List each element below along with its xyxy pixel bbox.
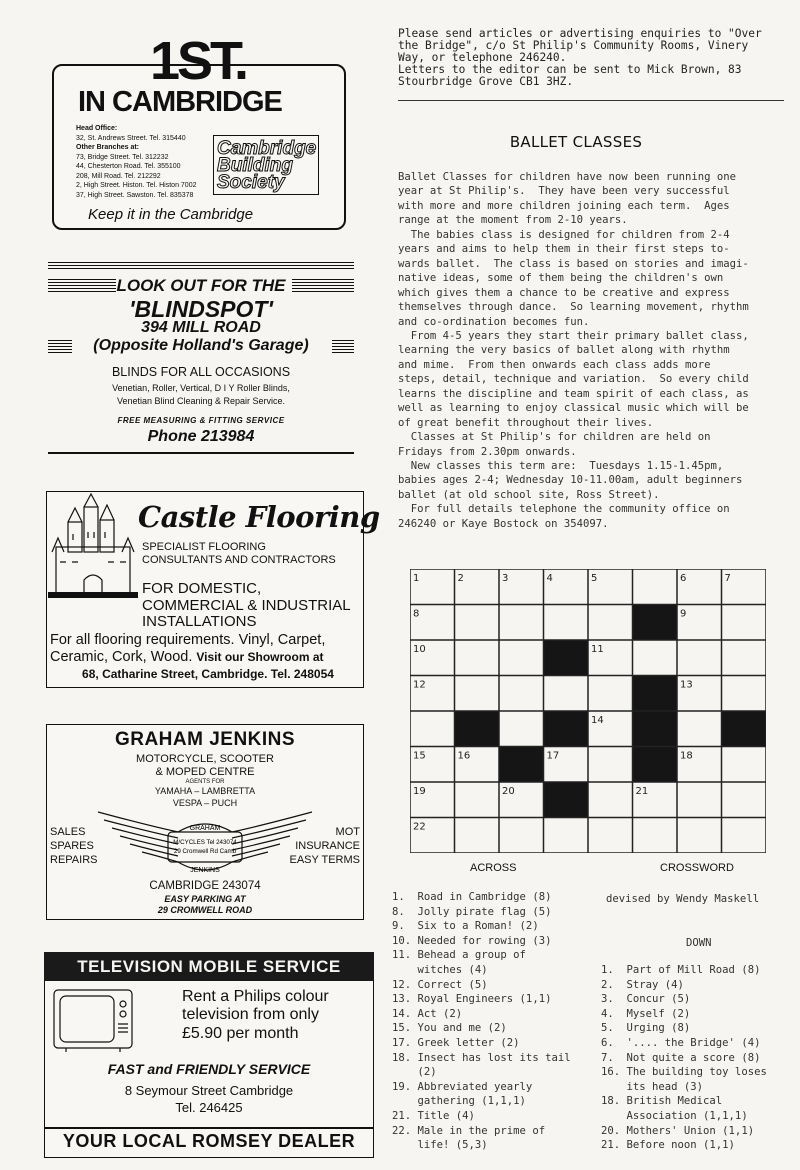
across-clue: 1. Road in Cambridge (8)	[392, 891, 552, 903]
castle-sub: CONSULTANTS AND CONTRACTORS	[142, 554, 336, 566]
head-office: 32, St. Andrews Street. Tel. 315440	[76, 134, 186, 142]
clue-number: 14	[591, 715, 604, 726]
article-line: which gives them a chance to be creative and express	[398, 286, 730, 299]
clue-number: 22	[413, 821, 426, 833]
branch-line: 73, Bridge Street. Tel. 312232	[76, 153, 169, 161]
across-clue: 18. Insect has lost its tail	[392, 1051, 571, 1064]
crossword-heading: CROSSWORD	[660, 862, 734, 874]
graham-services-left	[50, 825, 97, 867]
crossword-credit: devised by Wendy Maskell	[606, 893, 760, 905]
down-clue: 21. Before noon (1,1)	[601, 1139, 735, 1152]
clue-number: 21	[635, 786, 649, 797]
header-note-line: Stourbridge Grove CB1 3HZ.	[398, 75, 574, 88]
clue-number: 6	[680, 573, 687, 584]
service-item: INSURANCE	[295, 840, 360, 852]
article-line: For full details telephone the community office on	[398, 503, 730, 516]
tv-offer: Rent a Philips colour	[182, 988, 329, 1005]
article-line: of great benefit throughout their lives.	[398, 416, 654, 429]
clue-number: 7	[724, 573, 731, 584]
article-line: Ballet Classes for children have now been running one	[398, 171, 737, 183]
across-clue: 11. Behead a group of	[392, 949, 526, 962]
clue-number: 10	[413, 644, 426, 655]
castle-materials: Ceramic, Cork, Wood.	[50, 649, 193, 665]
black-square	[544, 782, 589, 818]
black-square	[455, 711, 500, 747]
article-line: ballet (at old school site, Ross Street).	[398, 488, 660, 501]
article-line: From 4-5 years they start their primary ballet class,	[398, 329, 749, 342]
tv-street: 8 Seymour Street Cambridge	[124, 1083, 294, 1098]
badge-mid: 29 Cromwell Rd Camb	[173, 848, 237, 855]
castle-icon	[48, 492, 138, 602]
castle-showroom: Visit our Showroom at	[196, 650, 324, 664]
clue-number: 3	[502, 573, 509, 584]
divider	[398, 100, 784, 101]
branches-label: Other Branches at:	[76, 144, 140, 151]
across-clue: 12. Correct (5)	[392, 978, 488, 991]
clue-number: 11	[591, 644, 604, 655]
clue-number: 5	[591, 573, 598, 584]
clue-number: 20	[502, 786, 515, 797]
down-clue: 16. The building toy loses	[601, 1066, 767, 1079]
office-list	[76, 124, 216, 200]
graham-brands: VESPA – PUCH	[172, 798, 238, 808]
graham-line: MOTORCYCLE, SCOOTER	[136, 753, 274, 765]
down-clue: 7. Not quite a score (8)	[601, 1051, 761, 1064]
blindspot-desc: Venetian, Roller, Vertical, D I Y Roller Blinds,	[112, 383, 290, 393]
ad-headline: IN CAMBRIDGE	[78, 86, 282, 118]
article-line: learns the discipline and team spirit of each class, as	[398, 387, 749, 400]
graham-line: & MOPED CENTRE	[155, 766, 255, 778]
down-clue: Association (1,1,1)	[601, 1110, 748, 1122]
tv-fast: FAST and FRIENDLY SERVICE	[107, 1061, 311, 1077]
building-society-logo	[213, 135, 319, 195]
castle-installations: INSTALLATIONS	[142, 613, 257, 630]
down-clue: 6. '.... the Bridge' (4)	[601, 1037, 761, 1049]
clue-number: 12	[413, 679, 426, 691]
across-clue: gathering (1,1,1)	[392, 1095, 526, 1108]
service-item: MOT	[335, 826, 360, 838]
clue-number: 18	[680, 750, 693, 762]
article-line: and mime. From then onwards each class adds more	[398, 358, 711, 371]
graham-agents: AGENTS FOR	[185, 779, 225, 785]
decorative-stripes	[48, 262, 354, 270]
logo-line: Building	[217, 155, 293, 176]
blindspot-tagline: BLINDS FOR ALL OCCASIONS	[111, 365, 291, 379]
castle-installations: COMMERCIAL & INDUSTRIAL	[142, 597, 351, 614]
article-line: 246240 or Kaye Bostock on 354097.	[398, 517, 609, 530]
castle-installations: FOR DOMESTIC,	[142, 580, 262, 597]
down-heading: DOWN	[686, 937, 712, 949]
down-clue: 3. Concur (5)	[601, 993, 691, 1006]
blindspot-desc: Venetian Blind Cleaning & Repair Service.	[116, 396, 286, 406]
logo-line: Society	[217, 172, 285, 193]
castle-flooring-title: Castle Flooring	[138, 500, 380, 534]
clue-number: 19	[413, 786, 426, 797]
service-item: EASY TERMS	[289, 854, 360, 866]
branch-line: 44, Chesterton Road. Tel. 355100	[76, 163, 181, 170]
clue-number: 1	[413, 573, 420, 584]
article-line: and co-ordination becomes fun.	[398, 315, 590, 328]
clue-number: 4	[546, 573, 553, 584]
article-line: range at the moment from 2-10 years.	[398, 214, 628, 227]
header-note-line: Way, or telephone 246240.	[398, 51, 567, 64]
badge-mid: M/CYCLES Tel 243074	[173, 839, 237, 846]
graham-address: 29 CROMWELL ROAD	[157, 905, 253, 915]
across-clue: life! (5,3)	[392, 1139, 488, 1152]
black-square	[544, 711, 589, 747]
article-line: steps, detail, technique and variation. So every child	[398, 373, 749, 386]
graham-title: GRAHAM JENKINS	[114, 729, 296, 750]
across-heading: ACROSS	[470, 862, 517, 874]
article-line: Classes at St Philip's for children are held on	[398, 431, 711, 444]
tv-offer: £5.90 per month	[182, 1025, 299, 1042]
head-office-label: Head Office:	[76, 125, 118, 132]
castle-requirements	[50, 649, 324, 665]
across-clue: 8. Jolly pirate flag (5)	[392, 905, 552, 918]
across-clue: witches (4)	[392, 964, 488, 976]
black-square	[499, 747, 544, 783]
article-line: well as learning to enjoy classical music which will be	[398, 402, 749, 415]
blindspot-opposite: (Opposite Holland's Garage)	[93, 337, 309, 354]
across-clue: 21. Title (4)	[392, 1110, 475, 1122]
across-clue: 22. Male in the prime of	[392, 1124, 546, 1137]
graham-phone: CAMBRIDGE 243074	[149, 880, 261, 892]
graham-brands: YAMAHA – LAMBRETTA	[154, 786, 256, 796]
tv-offer: television from only	[182, 1006, 319, 1023]
branch-line: 208, Mill Road. Tel. 212292	[76, 172, 161, 180]
blindspot-address: 394 MILL ROAD	[141, 319, 261, 336]
tv-tel: Tel. 246425	[175, 1100, 243, 1115]
article-line: wards ballet. The class is based on stories and imagi-	[398, 257, 749, 270]
blindspot-phone: Phone 213984	[147, 428, 255, 445]
graham-services-right	[284, 825, 360, 867]
article-title: BALLET CLASSES	[509, 133, 643, 151]
black-square	[633, 747, 678, 783]
tv-header: TELEVISION MOBILE SERVICE	[44, 952, 374, 981]
service-item: SPARES	[50, 840, 94, 852]
across-clue: 17. Greek letter (2)	[392, 1037, 520, 1049]
blindspot-lookout: LOOK OUT FOR THE	[116, 276, 286, 295]
article-line: The babies class is designed for children from 2-4	[398, 228, 730, 241]
across-clue: 14. Act (2)	[392, 1007, 463, 1020]
article-line: themselves through dance. So learning movement, rhythm	[398, 301, 749, 314]
ad-headline-first: 1ST.	[150, 31, 247, 91]
black-square	[544, 640, 589, 676]
article-line: native ideas, some of them being the children's own	[398, 272, 724, 285]
article-line: years and aims to help them in their first steps to-	[398, 243, 730, 256]
service-item: SALES	[50, 826, 86, 838]
branch-line: 2, High Street. Histon. Tel. Histon 7002	[76, 182, 197, 189]
black-square	[633, 676, 678, 712]
down-clue: 4. Myself (2)	[601, 1007, 691, 1020]
branch-line: 37, High Street. Sawston. Tel. 835378	[76, 191, 194, 199]
down-clue: 18. British Medical	[601, 1095, 723, 1108]
clue-number: 17	[546, 750, 560, 762]
clue-number: 16	[457, 750, 471, 762]
across-clue: 10. Needed for rowing (3)	[392, 934, 552, 947]
badge-top: GRAHAM	[189, 825, 221, 832]
crossword-grid	[410, 569, 766, 853]
black-square	[722, 711, 767, 747]
black-square	[633, 605, 678, 641]
logo-line: Cambridge	[217, 138, 317, 159]
header-note-line: Please send articles or advertising enquiries to "Over	[398, 27, 762, 40]
down-clue: 20. Mothers' Union (1,1)	[601, 1124, 755, 1137]
across-clue: 9. Six to a Roman! (2)	[392, 920, 539, 933]
down-clue: 2. Stray (4)	[601, 978, 684, 991]
across-clue: (2)	[392, 1066, 437, 1079]
service-item: REPAIRS	[50, 854, 98, 866]
down-clue: 1. Part of Mill Road (8)	[601, 964, 761, 976]
down-clue: its head (3)	[601, 1080, 704, 1093]
black-square	[633, 711, 678, 747]
header-note-line: Letters to the editor can be sent to Mick Brown, 83	[398, 63, 742, 76]
article-line: Fridays from 2.30pm onwards.	[398, 445, 577, 458]
article-line: babies ages 2-4; Wednesday 10-11.00am, adult beginners	[398, 474, 743, 487]
clue-number: 9	[680, 608, 687, 620]
castle-requirements: For all flooring requirements. Vinyl, Carpet,	[50, 632, 326, 648]
tv-local: YOUR LOCAL ROMSEY DEALER	[44, 1127, 374, 1152]
across-clue: 19. Abbreviated yearly	[392, 1080, 533, 1093]
blindspot-name: 'BLINDSPOT'	[129, 296, 273, 322]
graham-parking: EASY PARKING AT	[164, 894, 246, 904]
down-clue: 5. Urging (8)	[601, 1022, 691, 1035]
article-line: learning the very basics of ballet along with rhythm	[398, 344, 730, 357]
across-clue: 15. You and me (2)	[392, 1022, 507, 1035]
clue-number: 15	[413, 750, 426, 762]
article-line: with more and more children joining each term. Ages	[398, 199, 730, 212]
article-line: year at St Philip's. They have been very successful	[398, 185, 730, 198]
clue-number: 2	[457, 573, 464, 584]
across-clue: 13. Royal Engineers (1,1)	[392, 993, 552, 1006]
television-icon	[52, 986, 134, 1054]
badge-bottom: JENKINS	[190, 867, 220, 874]
castle-sub: SPECIALIST FLOORING	[142, 541, 266, 553]
article-line: New classes this term are: Tuesdays 1.15-1.45pm,	[398, 460, 724, 472]
blindspot-free: FREE MEASURING & FITTING SERVICE	[117, 416, 285, 425]
divider	[48, 452, 354, 454]
clue-number: 8	[413, 608, 420, 620]
castle-address: 68, Catharine Street, Cambridge. Tel. 248054	[82, 667, 334, 681]
header-note-line: the Bridge", c/o St Philip's Community Rooms, Vinery	[398, 39, 749, 52]
ad-slogan: Keep it in the Cambridge	[88, 206, 254, 223]
clue-number: 13	[680, 679, 693, 691]
